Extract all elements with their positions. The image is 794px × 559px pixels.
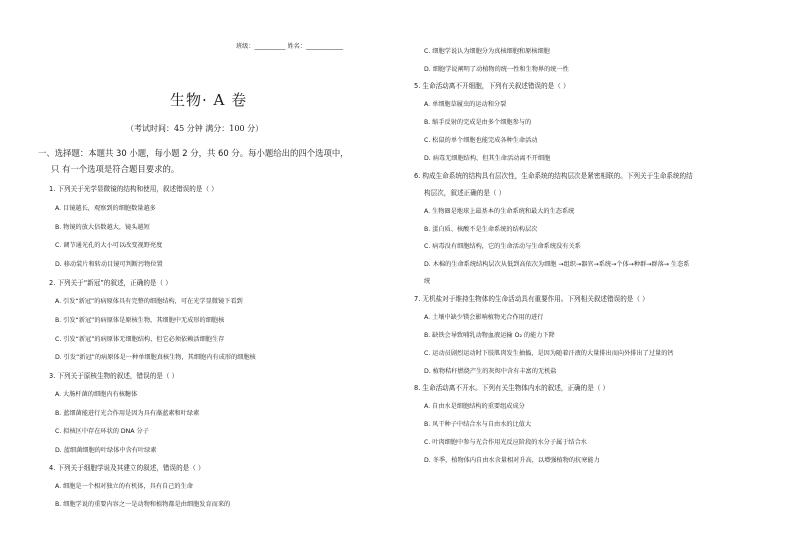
q7-option-d: D. 植物秸秆燃烧产生的灰烬中含有丰富的无机盐 bbox=[424, 368, 557, 375]
q7-option-c: C. 运动员剧烈运动时下肢肌肉发生抽搐，是因为随着汗液的大量排出而向外排出了过量的钙 bbox=[424, 350, 674, 357]
q6-option-d-cont: 统 bbox=[424, 278, 431, 285]
q1-option-a: A. 目镜越长，观察到的细胞数量越多 bbox=[55, 205, 156, 212]
q5-option-d: D. 病毒无细胞结构，但其生命活动离不开细胞 bbox=[424, 155, 551, 162]
q3-option-a: A. 大肠杆菌的细胞内有核糖体 bbox=[55, 391, 138, 398]
question-8-stem: 8. 生命活动离不开水。下列有关生物体内水的叙述，正确的是（ ） bbox=[414, 384, 610, 392]
q7-option-b: B. 缺铁会导致哺乳动物血液运输 O₂ 的能力下降 bbox=[424, 332, 555, 339]
q4-option-a: A. 细胞是一个相对独立的有机体，具有自己的生命 bbox=[55, 483, 193, 490]
q6-option-c: C. 病毒没有细胞结构，它的生命活动与生命系统没有关系 bbox=[424, 243, 581, 250]
q2-option-c: C. 引发“新冠”的病原体无细胞结构，但它必须依赖活细胞生存 bbox=[55, 336, 225, 343]
q3-option-d: D. 蓝细菌细胞的叶绿体中含有叶绿素 bbox=[55, 447, 157, 454]
exam-time-info: （考试时间：45 分钟 满分：100 分） bbox=[126, 124, 264, 133]
q2-option-d: D. 引发“新冠”的病原体是一种单细胞真核生物，其细胞内有成形的细胞核 bbox=[55, 354, 256, 361]
q6-option-a: A. 生物圈是地球上最基本的生命系统和最大的生态系统 bbox=[424, 208, 575, 215]
section-heading-line2: 只 有一个选项是符合题目要求的。 bbox=[51, 164, 180, 174]
q5-option-c: C. 松鼠的单个细胞也能完成各种生命活动 bbox=[424, 137, 538, 144]
q8-option-b: B. 风干种子中结合水与自由水的比值大 bbox=[424, 421, 532, 428]
question-4-stem: 4. 下列关于细胞学说及其建立的叙述，错误的是（ ） bbox=[49, 464, 205, 472]
q4-option-d: D. 细胞学说阐明了动植物的统一性和生物界的统一性 bbox=[424, 66, 569, 73]
class-name-line: 班级：__________ 姓名：____________ bbox=[236, 43, 344, 50]
q4-option-b: B. 细胞学说的重要内容之一是动物和植物都是由细胞发育而来的 bbox=[55, 501, 231, 508]
q6-option-b: B. 蛋白质、核酸不是生命系统的结构层次 bbox=[424, 226, 538, 233]
q3-option-b: B. 蓝细菌能进行光合作用是因为具有藻蓝素和叶绿素 bbox=[55, 410, 200, 417]
section-heading-line1: 一、选择题：本题共 30 小题，每小题 2 分，共 60 分。每小题给出的四个选项中， bbox=[38, 148, 349, 158]
q5-option-a: A. 单细胞草履虫的运动和分裂 bbox=[424, 101, 507, 108]
q7-option-a: A. 土壤中缺少镁会影响植物光合作用的进行 bbox=[424, 314, 544, 321]
q4-option-c: C. 细胞学说认为细胞分为真核细胞和原核细胞 bbox=[424, 48, 550, 55]
q8-option-c: C. 叶肉细胞中参与光合作用光反应阶段的水分子属于结合水 bbox=[424, 439, 587, 446]
q2-option-b: B. 引发“新冠”的病原体是原核生物，其细胞中无成形的细胞核 bbox=[55, 317, 225, 324]
q3-option-c: C. 拟核区中存在环状的 DNA 分子 bbox=[55, 428, 149, 435]
question-5-stem: 5. 生命活动离不开细胞，下列有关叙述错误的是（ ） bbox=[414, 82, 570, 90]
question-1-stem: 1. 下列关于光学显微镜的结构和使用，叙述错误的是（ ） bbox=[49, 185, 218, 193]
q5-option-b: B. 缩手反射的完成是由多个细胞参与的 bbox=[424, 119, 532, 126]
q6-option-d: D. 木棉的生命系统结构层次从低到高依次为细胞 →组织→器官→系统→个体→种群→群落→ 生态系 bbox=[424, 261, 690, 268]
question-7-stem: 7. 无机盐对于维持生物体的生命活动具有重要作用。下列相关叙述错误的是（ ） bbox=[414, 295, 649, 303]
question-3-stem: 3. 下列关于原核生物的叙述，错误的是（ ） bbox=[49, 372, 179, 380]
q1-option-d: D. 移动装片和转动目镜可判断污物位置 bbox=[55, 261, 163, 268]
q8-option-a: A. 自由水是细胞结构的重要组成成分 bbox=[424, 403, 525, 410]
q2-option-a: A. 引发“新冠”的病原体具有完整的细胞结构，可在光学显微镜下看到 bbox=[55, 298, 243, 305]
q1-option-b: B. 物镜的放大倍数越大，镜头越短 bbox=[55, 224, 150, 231]
question-6-stem: 6. 构成生命系统的结构具有层次性，生命系统的结构层次是紧密相联的。下列关于生命系统的结 bbox=[414, 172, 693, 180]
q8-option-d: D. 冬季，植物体内自由水含量相对升高，以增强植物的抗寒能力 bbox=[424, 457, 600, 464]
question-2-stem: 2. 下列关于“新冠”的叙述，正确的是（ ） bbox=[49, 279, 172, 287]
exam-title: 生物· A 卷 bbox=[170, 91, 248, 109]
question-6-stem-cont: 构层次，叙述正确的是（ ） bbox=[424, 189, 506, 197]
q1-option-c: C. 调节通光孔的大小可以改变视野亮度 bbox=[55, 242, 163, 249]
